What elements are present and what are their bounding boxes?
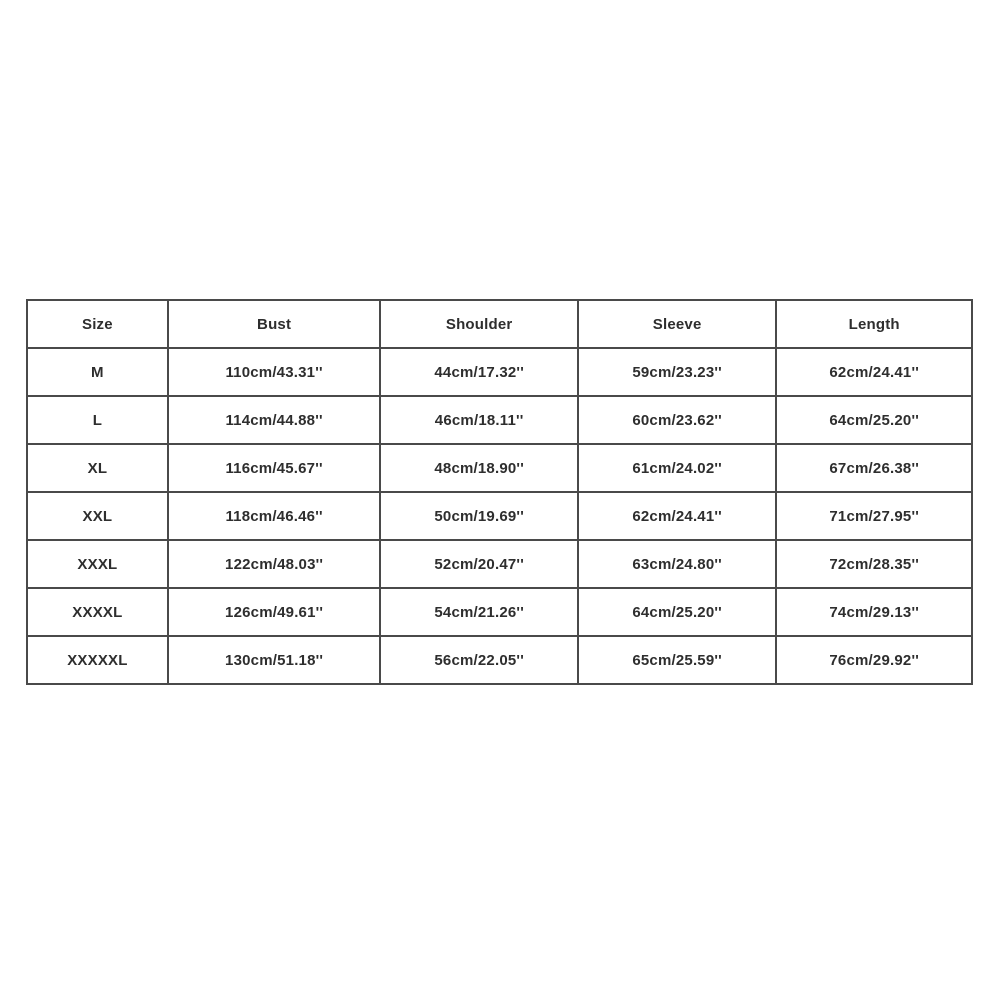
measurement-cell: 126cm/49.61'' [168, 588, 381, 636]
table-row [27, 492, 972, 540]
measurement-cell: 71cm/27.95'' [776, 492, 972, 540]
column-header: Bust [168, 300, 381, 348]
measurement-cell: 130cm/51.18'' [168, 636, 381, 684]
size-chart-table [26, 299, 973, 685]
measurement-cell: 63cm/24.80'' [578, 540, 776, 588]
table-row [27, 540, 972, 588]
size-cell: XXXXL [27, 588, 168, 636]
measurement-cell: 44cm/17.32'' [380, 348, 578, 396]
measurement-cell: 62cm/24.41'' [776, 348, 972, 396]
measurement-cell: 67cm/26.38'' [776, 444, 972, 492]
measurement-cell: 56cm/22.05'' [380, 636, 578, 684]
measurement-cell: 50cm/19.69'' [380, 492, 578, 540]
table-row [27, 636, 972, 684]
measurement-cell: 65cm/25.59'' [578, 636, 776, 684]
table-row [27, 444, 972, 492]
measurement-cell: 59cm/23.23'' [578, 348, 776, 396]
column-header: Size [27, 300, 168, 348]
size-cell: XXXXXL [27, 636, 168, 684]
size-cell: XXXL [27, 540, 168, 588]
measurement-cell: 48cm/18.90'' [380, 444, 578, 492]
column-header: Length [776, 300, 972, 348]
measurement-cell: 72cm/28.35'' [776, 540, 972, 588]
measurement-cell: 61cm/24.02'' [578, 444, 776, 492]
measurement-cell: 122cm/48.03'' [168, 540, 381, 588]
measurement-cell: 114cm/44.88'' [168, 396, 381, 444]
column-header: Sleeve [578, 300, 776, 348]
measurement-cell: 46cm/18.11'' [380, 396, 578, 444]
table-row [27, 348, 972, 396]
size-chart-body [27, 348, 972, 684]
measurement-cell: 62cm/24.41'' [578, 492, 776, 540]
measurement-cell: 54cm/21.26'' [380, 588, 578, 636]
measurement-cell: 76cm/29.92'' [776, 636, 972, 684]
measurement-cell: 64cm/25.20'' [776, 396, 972, 444]
measurement-cell: 116cm/45.67'' [168, 444, 381, 492]
measurement-cell: 52cm/20.47'' [380, 540, 578, 588]
size-cell: M [27, 348, 168, 396]
table-row [27, 588, 972, 636]
size-cell: XL [27, 444, 168, 492]
table-row [27, 396, 972, 444]
size-cell: L [27, 396, 168, 444]
measurement-cell: 118cm/46.46'' [168, 492, 381, 540]
header-row [27, 300, 972, 348]
measurement-cell: 74cm/29.13'' [776, 588, 972, 636]
size-chart-header [27, 300, 972, 348]
measurement-cell: 64cm/25.20'' [578, 588, 776, 636]
size-cell: XXL [27, 492, 168, 540]
measurement-cell: 110cm/43.31'' [168, 348, 381, 396]
measurement-cell: 60cm/23.62'' [578, 396, 776, 444]
column-header: Shoulder [380, 300, 578, 348]
